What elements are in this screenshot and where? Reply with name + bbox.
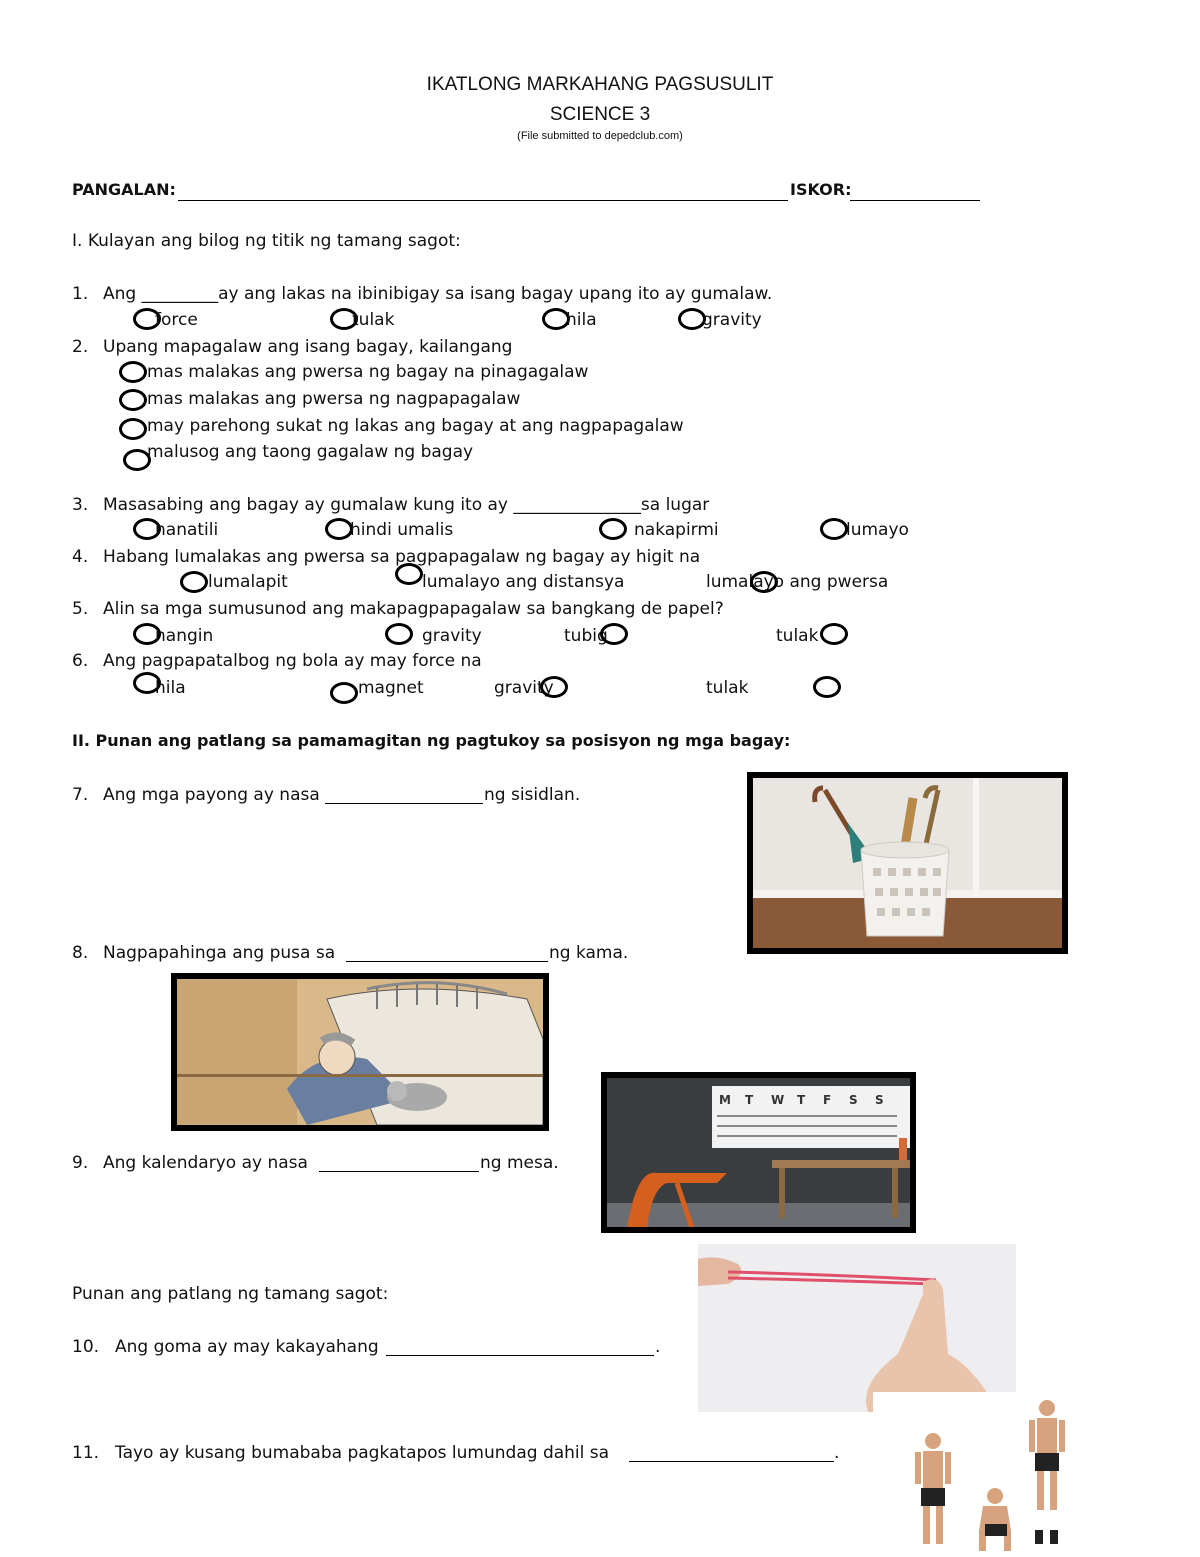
calendar-day: S [875, 1093, 884, 1107]
section-2-instruction: II. Punan ang patlang sa pamamagitan ng pagtukoy sa posisyon ng mga bagay: [72, 731, 791, 750]
q9-text-before: Ang kalendaryo ay nasa [103, 1153, 308, 1173]
q6-option-c: gravity [494, 678, 554, 698]
q3-option-b: hindi umalis [350, 520, 454, 540]
q6-number: 6. [72, 651, 89, 671]
q8-blank[interactable] [346, 961, 548, 962]
q4-option-b-bubble[interactable] [395, 563, 423, 585]
subject-title: SCIENCE 3 [549, 104, 651, 125]
q11-text-before: Tayo ay kusang bumababa pagkatapos lumundag dahil sa [115, 1443, 610, 1463]
jumping-men-picture [905, 1396, 1075, 1553]
score-field[interactable] [850, 200, 980, 201]
q5-number: 5. [72, 599, 89, 619]
q10-blank[interactable] [386, 1355, 654, 1356]
q5-option-d: tulak [776, 626, 819, 646]
q7-number: 7. [72, 785, 89, 805]
q2-option-d: malusog ang taong gagalaw ng bagay [147, 442, 474, 462]
q7-text-before: Ang mga payong ay nasa [103, 785, 320, 805]
q1-option-b: tulak [352, 310, 395, 330]
q3-option-d-bubble[interactable] [820, 518, 848, 540]
q4-number: 4. [72, 547, 89, 567]
q11-text-after: . [834, 1443, 840, 1463]
q5-option-c: tubig [564, 626, 608, 646]
q6-option-d: tulak [706, 678, 749, 698]
q1-option-d: gravity [702, 310, 762, 330]
q4-option-c-bubble[interactable] [750, 571, 778, 593]
q7-text-after: ng sisidlan. [484, 785, 581, 805]
section-1-instruction: I. Kulayan ang bilog ng titik ng tamang sagot: [72, 231, 461, 251]
q3-option-c-bubble[interactable] [599, 518, 627, 540]
calendar-on-table-picture [601, 1072, 916, 1233]
q6-option-b: magnet [358, 678, 424, 698]
calendar-day: T [797, 1093, 806, 1107]
q5-option-b: gravity [422, 626, 482, 646]
q10-text-before: Ang goma ay may kakayahang [115, 1337, 379, 1357]
q10-text-after: . [655, 1337, 661, 1357]
q3-option-d: lumayo [846, 520, 909, 540]
q2-option-c-bubble[interactable] [119, 418, 147, 440]
q9-blank[interactable] [319, 1171, 479, 1172]
q4-option-c: lumalayo ang pwersa [706, 572, 889, 592]
q4-text: Habang lumalakas ang pwersa sa pagpapagalaw ng bagay ay higit na [103, 547, 701, 567]
calendar-day: F [823, 1093, 832, 1107]
q1-text: Ang _________ay ang lakas na ibinibigay sa isang bagay upang ito ay gumalaw. [103, 284, 773, 304]
q7-blank[interactable] [325, 803, 483, 804]
q11-number: 11. [72, 1443, 100, 1463]
calendar-day: S [849, 1093, 858, 1107]
q6-option-b-bubble[interactable] [330, 682, 358, 704]
calendar-day: T [745, 1093, 754, 1107]
score-label: ISKOR: [790, 180, 852, 199]
q9-number: 9. [72, 1153, 89, 1173]
q4-option-a-bubble[interactable] [180, 571, 208, 593]
q11-blank[interactable] [629, 1461, 834, 1462]
q3-option-b-bubble[interactable] [325, 518, 353, 540]
section-3-instruction: Punan ang patlang ng tamang sagot: [72, 1284, 389, 1304]
q8-number: 8. [72, 943, 89, 963]
q3-option-c: nakapirmi [634, 520, 719, 540]
q4-option-b: lumalayo ang distansya [422, 572, 625, 592]
source-note: (File submitted to depedclub.com) [517, 130, 683, 142]
q5-option-a: hangin [155, 626, 214, 646]
q2-option-c: may parehong sukat ng lakas ang bagay at ang nagpapagalaw [147, 416, 684, 436]
q10-number: 10. [72, 1337, 100, 1357]
calendar-day: M [719, 1093, 731, 1107]
q2-number: 2. [72, 337, 89, 357]
q3-number: 3. [72, 495, 89, 515]
q2-option-b-bubble[interactable] [119, 389, 147, 411]
calendar-day: W [771, 1093, 785, 1107]
q3-text: Masasabing ang bagay ay gumalaw kung ito ay _______________sa lugar [103, 495, 710, 515]
cat-under-bed-picture [171, 973, 549, 1131]
q1-option-a: force [155, 310, 198, 330]
page-title: IKATLONG MARKAHANG PAGSUSULIT [426, 74, 774, 95]
name-field[interactable] [178, 200, 788, 201]
q6-text: Ang pagpapatalbog ng bola ay may force na [103, 651, 482, 671]
q2-option-a: mas malakas ang pwersa ng bagay na pinagagalaw [147, 362, 589, 382]
rubber-band-picture [698, 1244, 1016, 1412]
q9-text-after: ng mesa. [480, 1153, 559, 1173]
q5-text: Alin sa mga sumusunod ang makapagpapagalaw sa bangkang de papel? [103, 599, 724, 619]
name-label: PANGALAN: [72, 180, 176, 199]
q6-option-a: hila [155, 678, 186, 698]
q4-option-a: lumalapit [208, 572, 288, 592]
q1-number: 1. [72, 284, 89, 304]
q8-text-before: Nagpapahinga ang pusa sa [103, 943, 336, 963]
q2-text: Upang mapagalaw ang isang bagay, kailangang [103, 337, 513, 357]
q5-option-d-bubble[interactable] [820, 623, 848, 645]
umbrella-stand-picture [747, 772, 1068, 954]
q6-option-d-bubble[interactable] [813, 676, 841, 698]
q6-option-c-bubble[interactable] [540, 676, 568, 698]
q2-option-b: mas malakas ang pwersa ng nagpapagalaw [147, 389, 521, 409]
q3-option-a: nanatili [155, 520, 219, 540]
q1-option-c: hila [566, 310, 597, 330]
q8-text-after: ng kama. [549, 943, 629, 963]
q5-option-b-bubble[interactable] [385, 623, 413, 645]
q2-option-a-bubble[interactable] [119, 361, 147, 383]
q5-option-c-bubble[interactable] [600, 623, 628, 645]
